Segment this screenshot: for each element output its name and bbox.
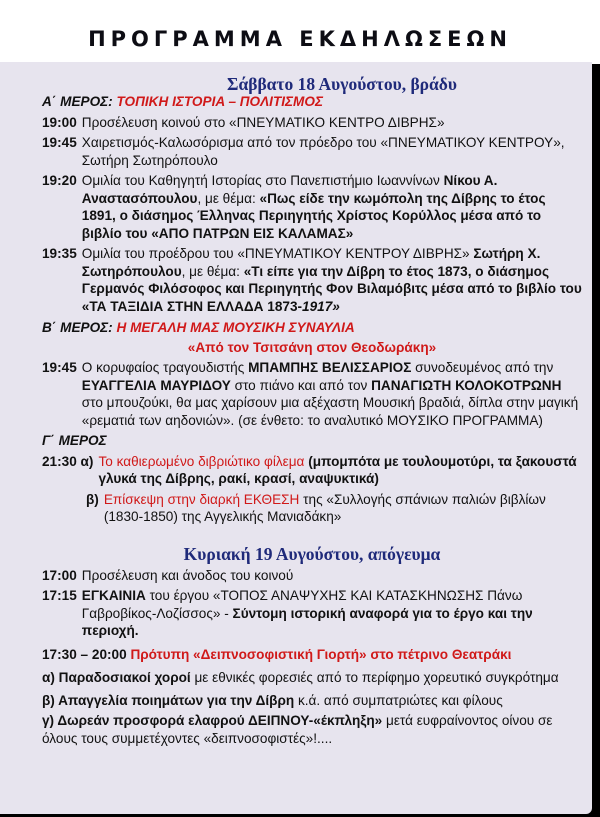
item-text	[82, 172, 582, 242]
schedule-item	[42, 491, 582, 526]
day1-heading: Σάββατο 18 Αυγούστου, βράδυ	[227, 74, 457, 94]
sub-item-title: γ) Δωρεάν προσφορά ελαφρού ΔΕΙΠΝΟΥ-«έκπληξη»	[42, 713, 383, 728]
part-b-subtitle: «Από τον Τσιτσάνη στον Θεοδωράκη»	[187, 339, 437, 355]
item-time: 19:35	[42, 246, 77, 261]
item-text	[82, 587, 582, 640]
schedule-item	[42, 646, 582, 664]
part-b-prefix: Β΄ ΜΕΡΟΣ:	[42, 320, 113, 335]
item-text	[82, 245, 582, 315]
performer-name: ΜΠΑΜΠΗΣ ΒΕΛΙΣΣΑΡΙΟΣ	[248, 360, 412, 375]
item-time: 21:30 α)	[42, 453, 94, 469]
schedule-item	[42, 453, 582, 488]
top-band	[0, 0, 600, 22]
talk-topic: «Πως είδε την κωμόπολη της Δίβρης το έτος 1891, ο διάσημος Έλληνας Περιηγητής Χρίστος Κορύλλος μέσα από το βιβλίο του «ΑΠΟ ΠΑΤΡΩΝ ΕΙΣ ΚΑΛΑΜΑΣ»	[81, 190, 546, 241]
part-a-prefix: Α΄ ΜΕΡΟΣ:	[42, 94, 113, 109]
item-text	[82, 359, 582, 429]
sub-item	[42, 692, 582, 710]
item-text-part: στο πιάνο και από τον	[230, 377, 372, 393]
schedule-item	[42, 172, 582, 242]
part-c-heading: Γ΄ ΜΕΡΟΣ	[42, 433, 107, 448]
item-text-part: Ομιλία του προέδρου του «ΠΝΕΥΜΑΤΙΚΟΥ ΚΕΝΤΡΟΥ ΔΙΒΡΗΣ»	[81, 246, 474, 261]
highlight-text: Το καθιερωμένο διβριώτικο φίλεμα	[98, 453, 305, 469]
item-time: 17:00	[42, 567, 77, 583]
item-text	[42, 646, 582, 664]
sub-item-title: β) Απαγγελία ποιημάτων για την Δίβρη	[42, 692, 295, 708]
sub-item-text: κ.ά. από συμπατριώτες και φίλους	[294, 692, 503, 708]
music-item	[42, 359, 582, 429]
item-text-part: , με θέμα:	[181, 263, 244, 279]
performer-name: ΠΑΝΑΓΙΩΤΗ ΚΟΛΟΚΟΤΡΩΝΗ	[371, 377, 562, 393]
schedule-item	[42, 245, 582, 315]
day2-heading: Κυριακή 19 Αυγούστου, απόγευμα	[183, 543, 441, 564]
item-text-part: (μπομπότα με τουλουμοτύρι, τα ξακουστά γλυκά της Δίβρης, ρακί, κρασί, αναψυκτικά)	[98, 453, 577, 486]
sub-item-text: με εθνικές φορεσιές από το περίφημο χορευτικό συγκρότημα	[190, 670, 559, 685]
item-text: Προσέλευση και άνοδος του κοινού	[81, 567, 294, 583]
item-text-part: της «Συλλογής σπάνιων παλιών βιβλίων (1830-1850) της Αγγελικής Μανιαδάκη»	[103, 491, 546, 524]
talk-topic: «Τι είπε για την Δίβρη το έτος 1873, ο διάσημος Γερμανός Φιλόσοφος και Περιηγητής Φον Βιλαμόβιτς μέσα από το βιβλίο του «ΤΑ ΤΑΞΙΔΙΑ ΣΤΗΝ ΕΛΛΑΔΑ 1873-	[81, 263, 582, 314]
talk-topic-end: 1917»	[302, 298, 340, 314]
part-a-heading	[42, 93, 582, 111]
item-text-part: του έργου «ΤΟΠΟΣ ΑΝΑΨΥΧΗΣ ΚΑΙ ΚΑΤΑΣΚΗΝΩΣΗΣ Πάνω Γαβροβίκος-Λοζίσσος» -	[81, 588, 523, 621]
highlight-text: Επίσκεψη στην διαρκή ΕΚΘΕΣΗ	[103, 491, 300, 507]
event-label: ΕΓΚΑΙΝΙΑ	[81, 588, 146, 603]
schedule-item	[42, 134, 582, 169]
schedule-item	[42, 587, 582, 640]
speaker-name: Σωτήρη Χ. Σωτηρόπουλου	[81, 246, 541, 279]
highlight-text: Πρότυπη «Δειπνοσοφιστική Γιορτή» στο πέτρινο Θεατράκι	[130, 646, 512, 662]
item-text-part: Ομιλία του Καθηγητή Ιστορίας στο Πανεπιστήμιο Ιωαννίνων	[81, 173, 444, 188]
item-text-part: συνοδευμένος από την	[411, 360, 554, 375]
item-text-part: Ο κορυφαίος τραγουδιστής	[81, 360, 249, 375]
schedule-item	[42, 114, 582, 132]
page-title: ΠΡΟΓΡΑΜΜΑ ΕΚΔΗΛΩΣΕΩΝ	[0, 22, 600, 64]
item-time: 19:45	[42, 360, 77, 375]
item-text-part: , με θέμα:	[197, 190, 260, 206]
item-label: β)	[86, 491, 99, 507]
part-a-name: ΤΟΠΙΚΗ ΙΣΤΟΡΙΑ – ΠΟΛΙΤΙΣΜΟΣ	[116, 94, 323, 109]
item-text-part: Σύντομη ιστορική αναφορά για το έργο και την περιοχή.	[81, 605, 533, 638]
program-content	[42, 74, 582, 747]
item-text	[104, 491, 582, 526]
sub-item-text: μετά ευφραίνοντος οίνου σε όλους τους συμμετέχοντες «δειπνοσοφιστές»!....	[42, 713, 553, 746]
item-time: 17:30 – 20:00	[42, 646, 127, 662]
part-b-heading	[42, 319, 582, 337]
sub-item-title: α) Παραδοσιακοί χοροί	[42, 670, 191, 685]
item-time: 19:00	[42, 114, 77, 130]
item-text	[98, 453, 582, 488]
schedule-item	[42, 567, 582, 585]
sub-item	[42, 669, 582, 687]
item-text-part: στο μπουζούκι, θα μας χαρίσουν μια αξέχαστη Μουσική βραδιά, δίπλα στην μαγική «ρεματιά των αηδονιών». (σε ένθετο: το αναλυτικό ΜΟΥΣΙΚΟ ΠΡΟΓΡΑΜΜΑ)	[81, 395, 579, 428]
item-time: 17:15	[42, 588, 77, 603]
item-time: 19:20	[42, 173, 77, 188]
performer-name: ΕΥΑΓΓΕΛΙΑ ΜΑΥΡΙΔΟΥ	[81, 377, 231, 393]
part-b-name: Η ΜΕΓΑΛΗ ΜΑΣ ΜΟΥΣΙΚΗ ΣΥΝΑΥΛΙΑ	[116, 320, 355, 335]
speaker-name: Νίκου Α. Αναστασόπουλου	[81, 173, 498, 206]
sub-item	[42, 712, 582, 747]
item-time: 19:45	[42, 135, 77, 150]
item-text: Χαιρετισμός-Καλωσόρισμα από τον πρόεδρο του «ΠΝΕΥΜΑΤΙΚΟΥ ΚΕΝΤΡΟΥ», Σωτήρη Σωτηρόπουλο	[81, 135, 565, 168]
item-text: Προσέλευση κοινού στο «ΠΝΕΥΜΑΤΙΚΟ ΚΕΝΤΡΟ ΔΙΒΡΗΣ»	[81, 114, 445, 130]
